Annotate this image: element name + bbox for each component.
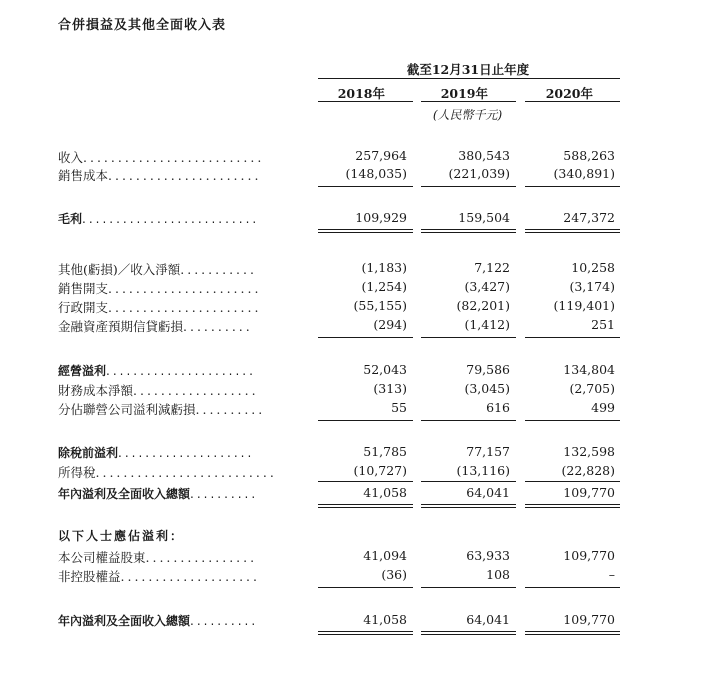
value-2019: 159,504	[458, 210, 510, 225]
row-other-gains	[0, 260, 727, 278]
value-2018: 41,058	[363, 485, 407, 500]
value-2018: (1,254)	[361, 279, 407, 294]
row-label: 除稅前溢利....................	[58, 446, 255, 460]
value-2019: 7,122	[474, 260, 510, 275]
subtotal-rule	[318, 587, 413, 588]
total-rule	[525, 232, 620, 233]
row-total-comprehensive-final	[0, 612, 727, 630]
row-label: 經營溢利......................	[58, 364, 256, 378]
total-rule	[525, 229, 620, 230]
total-rule	[525, 634, 620, 635]
value-2019: (1,412)	[464, 317, 510, 332]
row-label: 所得稅..........................	[58, 465, 277, 480]
year-2018-rule	[318, 101, 413, 102]
row-label: 非控股權益....................	[58, 569, 260, 584]
row-credit-loss	[0, 317, 727, 335]
value-2020: (340,891)	[553, 166, 615, 181]
value-2020: 132,598	[563, 444, 615, 459]
period-rule	[318, 78, 620, 79]
value-2019: 616	[486, 400, 510, 415]
value-2018: (313)	[373, 381, 407, 396]
value-2018: 41,058	[363, 612, 407, 627]
value-2020: –	[608, 567, 615, 582]
year-2020-rule	[525, 101, 620, 102]
value-2019: (82,201)	[456, 298, 510, 313]
value-2020: (3,174)	[569, 279, 615, 294]
row-label: 分佔聯營公司溢利減虧損..........	[58, 402, 266, 417]
subtotal-rule	[525, 420, 620, 421]
value-2020: 499	[591, 400, 615, 415]
value-2019: (3,427)	[464, 279, 510, 294]
year-2020-header: 2020年	[545, 86, 593, 101]
value-2018: 52,043	[363, 362, 407, 377]
value-2020: 247,372	[563, 210, 615, 225]
row-gross-profit	[0, 210, 727, 228]
row-label: 行政開支......................	[58, 300, 262, 315]
value-2020: 10,258	[571, 260, 615, 275]
value-2020: 134,804	[563, 362, 615, 377]
total-rule	[318, 229, 413, 230]
row-label: 金融資產預期信貸虧損..........	[58, 319, 253, 334]
value-2020: 588,263	[563, 148, 615, 163]
total-rule	[318, 634, 413, 635]
value-2020: (22,828)	[561, 463, 615, 478]
value-2019: 63,933	[466, 548, 510, 563]
value-2020: 251	[591, 317, 615, 332]
row-share-of-jv	[0, 400, 727, 418]
total-rule	[525, 504, 620, 505]
value-2019: (221,039)	[448, 166, 510, 181]
row-selling-expenses	[0, 279, 727, 297]
value-2019: 79,586	[466, 362, 510, 377]
subtotal-rule	[318, 337, 413, 338]
value-2019: 108	[486, 567, 510, 582]
subtotal-rule	[421, 420, 516, 421]
row-label: 年內溢利及全面收入總額..........	[58, 614, 259, 628]
value-2018: (10,727)	[353, 463, 407, 478]
row-cost-of-sales	[0, 166, 727, 184]
total-rule	[525, 507, 620, 508]
value-2020: 109,770	[563, 612, 615, 627]
value-2019: 64,041	[466, 485, 510, 500]
row-attributable-heading	[0, 527, 727, 545]
year-2019-rule	[421, 101, 516, 102]
value-2018: 257,964	[355, 148, 407, 163]
value-2018: (148,035)	[345, 166, 407, 181]
value-2018: 51,785	[363, 444, 407, 459]
subtotal-rule	[525, 481, 620, 482]
row-operating-profit	[0, 362, 727, 380]
row-label: 收入..........................	[58, 150, 265, 165]
value-2018: (294)	[373, 317, 407, 332]
subtotal-rule	[525, 337, 620, 338]
value-2019: 380,543	[458, 148, 510, 163]
subtotal-rule	[318, 420, 413, 421]
period-header: 截至12月31日止年度	[406, 62, 530, 77]
value-2018: (55,155)	[353, 298, 407, 313]
row-finance-costs	[0, 381, 727, 399]
total-rule	[421, 631, 516, 632]
total-rule	[421, 507, 516, 508]
value-2020: 109,770	[563, 485, 615, 500]
row-total-comprehensive	[0, 485, 727, 503]
value-2020: (119,401)	[553, 298, 615, 313]
subtotal-rule	[421, 587, 516, 588]
value-2018: 55	[391, 400, 407, 415]
row-label: 年內溢利及全面收入總額..........	[58, 487, 259, 501]
value-2019: 77,157	[466, 444, 510, 459]
value-2019: (3,045)	[464, 381, 510, 396]
row-admin-expenses	[0, 298, 727, 316]
subtotal-rule	[525, 186, 620, 187]
value-2019: (13,116)	[456, 463, 510, 478]
value-2018: 41,094	[363, 548, 407, 563]
subtotal-rule	[421, 481, 516, 482]
total-rule	[318, 631, 413, 632]
row-revenue	[0, 148, 727, 166]
year-2019-header: 2019年	[440, 86, 488, 101]
statement-title: 合併損益及其他全面收入表	[58, 18, 227, 33]
value-2018: (36)	[381, 567, 407, 582]
total-rule	[525, 631, 620, 632]
value-2019: 64,041	[466, 612, 510, 627]
subtotal-rule	[421, 337, 516, 338]
currency-unit: (人民幣千元)	[432, 108, 503, 122]
row-label: 毛利..........................	[58, 212, 260, 226]
row-label: 本公司權益股東................	[58, 550, 258, 565]
total-rule	[318, 507, 413, 508]
value-2018: (1,183)	[361, 260, 407, 275]
row-profit-before-tax	[0, 444, 727, 462]
value-2020: 109,770	[563, 548, 615, 563]
section-heading: 以下人士應佔溢利：	[58, 529, 185, 543]
total-rule	[421, 634, 516, 635]
row-label: 銷售成本......................	[58, 168, 262, 183]
row-equity-shareholders	[0, 548, 727, 566]
total-rule	[421, 504, 516, 505]
year-2018-header: 2018年	[337, 86, 385, 101]
value-2020: (2,705)	[569, 381, 615, 396]
subtotal-rule	[525, 587, 620, 588]
row-label: 其他(虧損)／收入淨額...........	[58, 262, 257, 277]
total-rule	[421, 229, 516, 230]
subtotal-rule	[318, 481, 413, 482]
row-label: 財務成本淨額..................	[58, 383, 259, 398]
subtotal-rule	[421, 186, 516, 187]
total-rule	[318, 504, 413, 505]
row-non-controlling	[0, 567, 727, 585]
subtotal-rule	[318, 186, 413, 187]
row-income-tax	[0, 463, 727, 481]
total-rule	[318, 232, 413, 233]
value-2018: 109,929	[355, 210, 407, 225]
row-label: 銷售開支......................	[58, 281, 262, 296]
total-rule	[421, 232, 516, 233]
